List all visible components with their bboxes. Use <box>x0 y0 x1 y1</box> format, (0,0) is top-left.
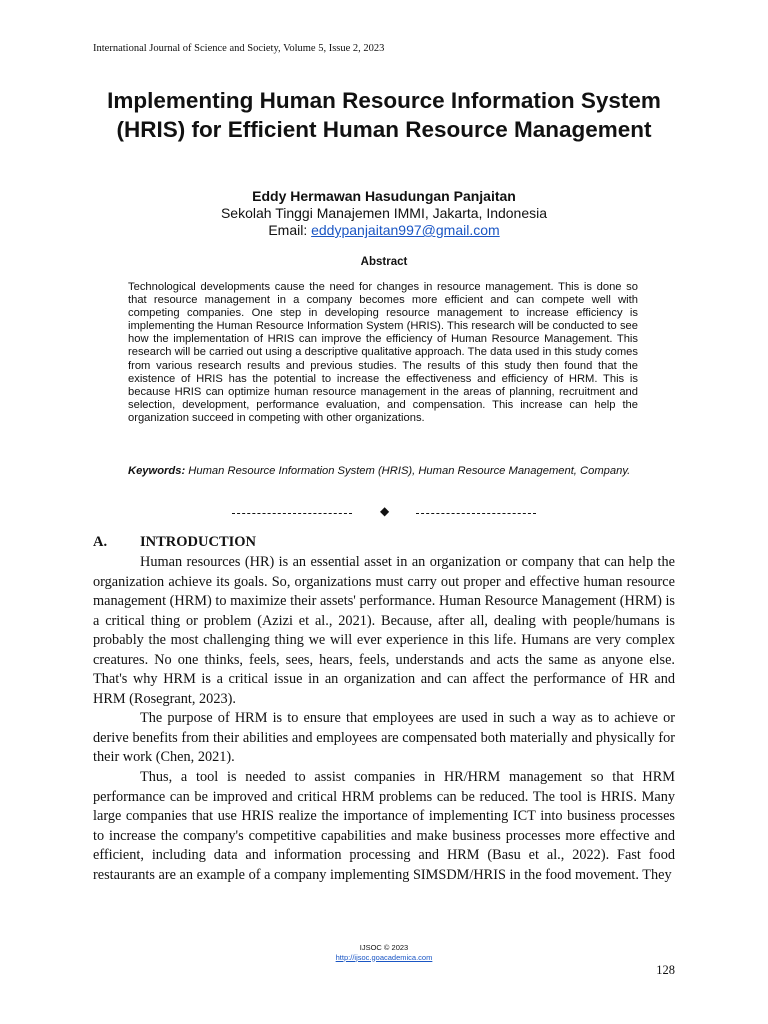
section-title: INTRODUCTION <box>140 534 257 550</box>
paragraph: Human resources (HR) is an essential asset in an organization or company that can help the organization achieve its goals. So, organizations must carry out proper and effective human resource management (HRM) to maximize their assets' performance. Human Resource Management (HRM) is a critical thing or problem (Azizi et al., 2021). Because, after all, dealing with people/humans is probably the most challenging thing we will ever experience in this life. Humans are very complex creatures. No one thinks, feels, sees, hears, feels, understands and acts the same as anyone else. That's why HRM is a critical issue in an organization and can affect the performance of HR and HRM (Rosegrant, 2023). <box>93 554 675 707</box>
paper-title: Implementing Human Resource Information System (HRIS) for Efficient Human Resource Management <box>107 88 661 142</box>
abstract-heading: Abstract <box>360 256 408 268</box>
diamond-icon: ◆ <box>380 504 390 518</box>
separator-line-left <box>232 513 352 514</box>
page-number: 128 <box>656 963 675 977</box>
email-label: Email: <box>268 222 312 238</box>
keywords <box>128 464 640 478</box>
keywords-text: Human Resource Information System (HRIS), Human Resource Management, Company. <box>185 465 631 477</box>
footer-copyright: IJSOC © 2023 <box>359 943 409 952</box>
separator-line-right <box>416 513 536 514</box>
paragraph: Thus, a tool is needed to assist companies in HR/HRM management so that HRM performance can be improved and critical HRM problems can be reduced. The tool is HRIS. Many large companies that use HRIS realize the importance of implementing ICT into business processes to increase the company's competitive capabilities and make business processes more effective and efficient, including data and information processing and HRM (Basu et al., 2022). Fast food restaurants are an example of a company implementing SIMSDM/HRIS in the food movement. They <box>93 769 675 883</box>
author-email-line <box>90 222 678 239</box>
footer-url-link[interactable]: http://ijsoc.goacademica.com <box>335 952 433 962</box>
keywords-label: Keywords: <box>128 465 186 477</box>
section-heading <box>93 534 256 551</box>
abstract-text: Technological developments cause the need for changes in resource management. This is done so that resource management in a company becomes more efficient and can compete well with competing companies. One step in developing resource management to increase efficiency is implementing the Human Resource Information System (HRIS). This research will be conducted to see how the implementation of HRIS can improve the efficiency of Human Resource Management. This research will be carried out using a descriptive qualitative approach. The data used in this study comes from various research results and previous studies. The results of this study then found that the existence of HRIS has the potential to increase the effectiveness and efficiency of HRM. This is because HRIS can optimize human resource management in the areas of planning, recruitment and selection, development, performance evaluation, and compensation. This increase can help the organization succeed in competing with other organizations. <box>128 281 638 424</box>
page-footer <box>284 943 484 962</box>
journal-header: International Journal of Science and Society, Volume 5, Issue 2, 2023 <box>93 43 385 54</box>
author-name: Eddy Hermawan Hasudungan Panjaitan <box>252 188 516 204</box>
section-letter: A. <box>93 534 108 550</box>
email-link[interactable]: eddypanjaitan997@gmail.com <box>311 222 500 238</box>
section-separator <box>232 506 536 520</box>
introduction-body <box>93 553 675 885</box>
author-affiliation: Sekolah Tinggi Manajemen IMMI, Jakarta, Indonesia <box>220 205 548 221</box>
author-block <box>90 188 678 239</box>
paragraph: The purpose of HRM is to ensure that employees are used in such a way as to achieve or derive benefits from their abilities and employees are compensated both materially and physically for their work (Chen, 2021). <box>93 710 675 766</box>
